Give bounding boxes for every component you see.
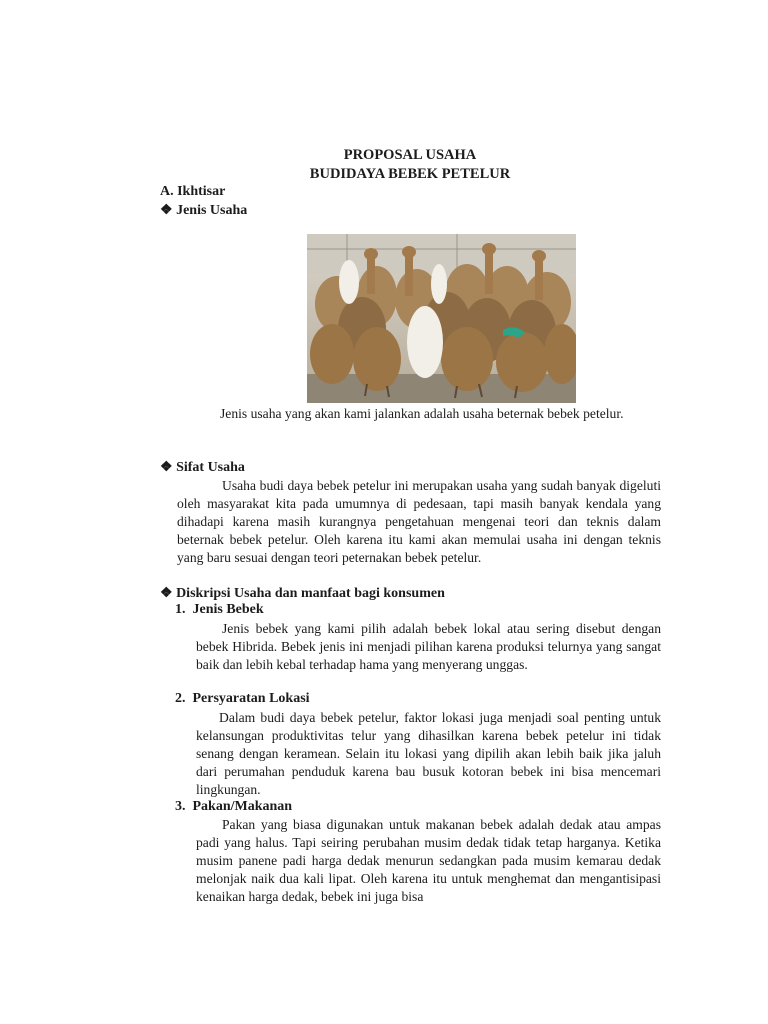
item-lokasi-paragraph: Dalam budi daya bebek petelur, faktor lokasi juga menjadi soal penting untuk kelansungan produktivitas telur yang dihasilkan karena bebek petelur ini tidak senang dengan keramean. Selain itu lokasi yang dipilih akan lebih baik jika jaluh dari perumahan penduduk karena bau busuk kotoran bebek ini bisa mencemari lingkungan. xyxy=(196,710,661,797)
item-jenis-bebek-title: 1. Jenis Bebek xyxy=(175,602,264,617)
diamond-bullet-icon: ❖ xyxy=(160,460,173,475)
ducks-photo-drawing xyxy=(307,234,576,403)
diskripsi-heading: ❖ Diskripsi Usaha dan manfaat bagi konsumen xyxy=(160,586,445,601)
sifat-usaha-paragraph: Usaha budi daya bebek petelur ini merupakan usaha yang sudah banyak digeluti oleh masyarakat kita pada umumnya di pedesaan, tapi masih banyak kendala yang dihadapi karena masih kurangnya pengetahuan mengenai teori dan teknis dalam beternak bebek petelur. Oleh karena itu kami akan memulai usaha ini dengan teknis yang baru sesuai dengan teori peternakan bebek petelur. xyxy=(177,478,661,565)
item-pakan-paragraph: Pakan yang biasa digunakan untuk makanan bebek adalah dedak atau ampas padi yang halus. Tapi seiring perubahan musim dedak tidak tetap harganya. Ketika musim panene padi harga dedak menurun sedangkan pada musim kemarau dedak melonjak naik dua kali lipat. Oleh karena itu untuk menghemat dan mengantisipasi kenaikan harga dedak, bebek ini juga bisa xyxy=(196,817,661,904)
section-heading-ikhtisar: A. Ikhtisar xyxy=(160,184,226,199)
item-jenis-bebek-paragraph: Jenis bebek yang kami pilih adalah bebek lokal atau sering disebut dengan bebek Hibrida. Bebek jenis ini menjadi pilihan karena produksi telurnya yang sangat baik dan lebih kebal terhadap hama yang menyerang unggas. xyxy=(196,621,661,672)
ducks-photo xyxy=(307,234,576,403)
diamond-bullet-icon: ❖ xyxy=(160,586,173,601)
item-pakan-title: 3. Pakan/Makanan xyxy=(175,799,293,814)
item-lokasi-title: 2. Persyaratan Lokasi xyxy=(175,691,310,706)
sifat-usaha-heading: ❖ Sifat Usaha xyxy=(160,460,245,475)
page-subtitle: BUDIDAYA BEBEK PETELUR xyxy=(309,166,511,182)
jenis-usaha-heading: ❖ Jenis Usaha xyxy=(160,203,248,218)
page-title: PROPOSAL USAHA xyxy=(343,147,477,163)
diamond-bullet-icon: ❖ xyxy=(160,203,173,218)
jenis-usaha-paragraph: Jenis usaha yang akan kami jalankan adalah usaha beternak bebek petelur. xyxy=(220,406,624,421)
